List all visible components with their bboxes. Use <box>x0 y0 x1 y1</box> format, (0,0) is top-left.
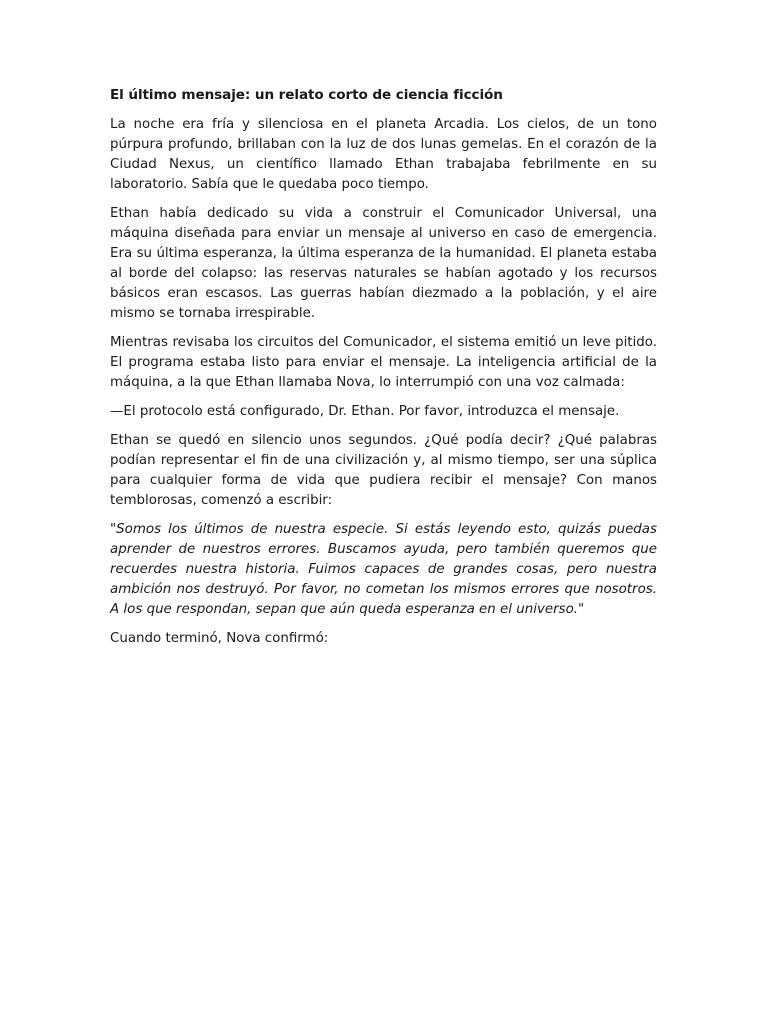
paragraph: Cuando terminó, Nova confirmó: <box>110 631 329 646</box>
paragraph: Ethan había dedicado su vida a construir el Comunicador Universal, una máquina diseñada para enviar un mensaje al universo en caso de emergencia. Era su última esperanza, la última esperanza de la humanidad. El planeta estaba al borde del colapso: las reservas naturales se habían agotado y los recursos básicos eran escasos. Las guerras habían diezmado a la población, y el aire mismo se tornaba irrespirable. <box>110 206 657 321</box>
document-page <box>110 85 657 658</box>
paragraph: Ethan se quedó en silencio unos segundos. ¿Qué podía decir? ¿Qué palabras podían representar el fin de una civilización y, al mismo tiempo, ser una súplica para cualquier forma de vida que pudiera recibir el mensaje? Con manos temblorosas, comenzó a escribir: <box>110 433 657 508</box>
quoted-message-paragraph: "Somos los últimos de nuestra especie. Si estás leyendo esto, quizás puedas aprender de nuestros errores. Buscamos ayuda, pero también queremos que recuerdes nuestra historia. Fuimos capaces de grandes cosas, pero nuestra ambición nos destruyó. Por favor, no cometan los mismos errores que nosotros. A los que respondan, sepan que aún queda esperanza en el universo." <box>110 522 657 617</box>
dialogue-paragraph: —El protocolo está configurado, Dr. Ethan. Por favor, introduzca el mensaje. <box>110 404 620 419</box>
paragraph: Mientras revisaba los circuitos del Comunicador, el sistema emitió un leve pitido. El programa estaba listo para enviar el mensaje. La inteligencia artificial de la máquina, a la que Ethan llamaba Nova, lo interrumpió con una voz calmada: <box>110 335 657 390</box>
document-title: El último mensaje: un relato corto de ciencia ficción <box>110 87 503 103</box>
paragraph: La noche era fría y silenciosa en el planeta Arcadia. Los cielos, de un tono púrpura profundo, brillaban con la luz de dos lunas gemelas. En el corazón de la Ciudad Nexus, un científico llamado Ethan trabajaba febrilmente en su laboratorio. Sabía que le quedaba poco tiempo. <box>110 117 657 192</box>
